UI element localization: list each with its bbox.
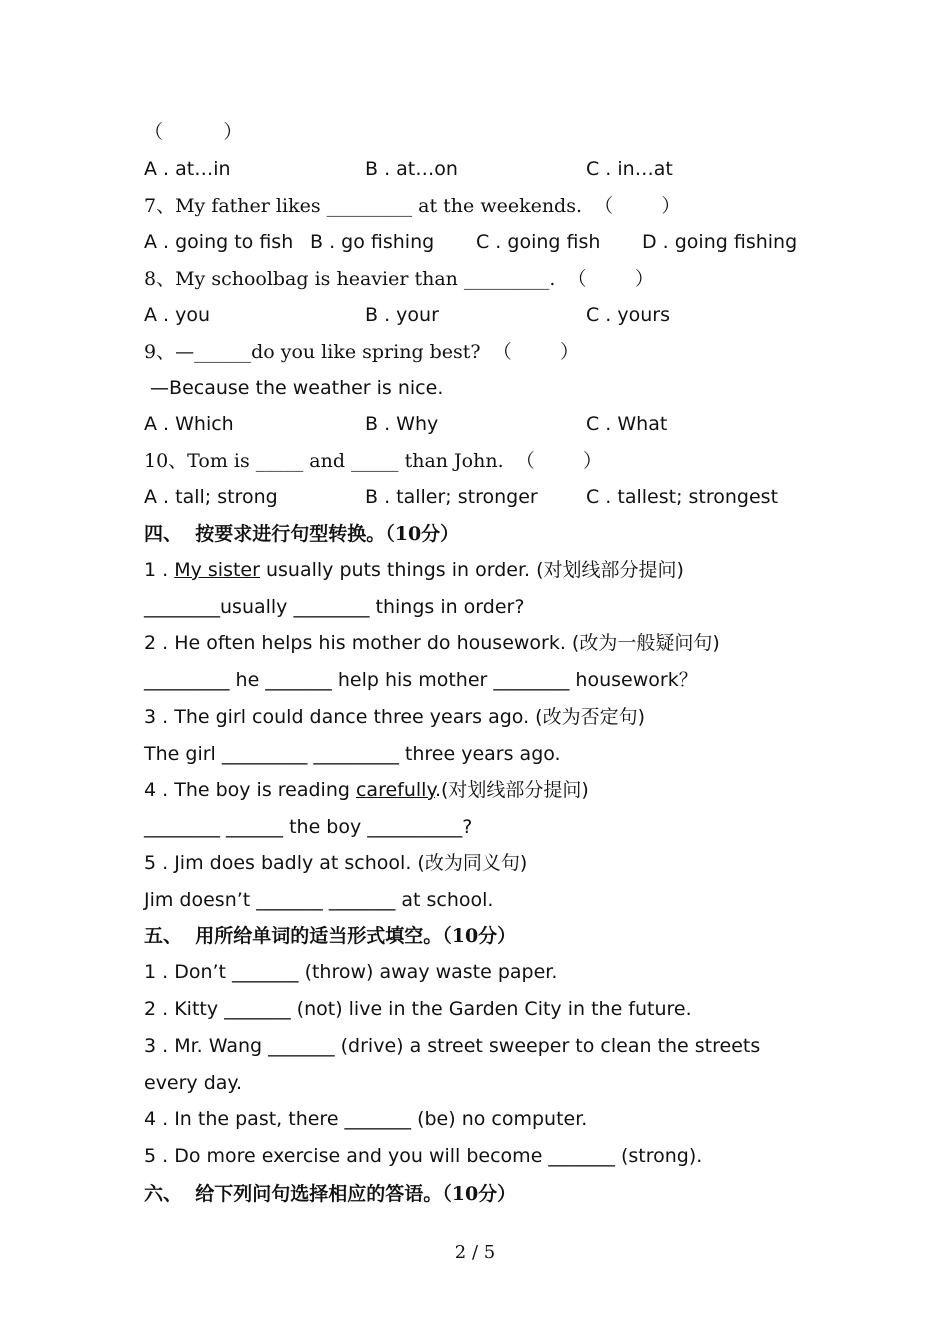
option-a: A . tall; strong	[144, 486, 278, 508]
s4-item-1-suffix: usually puts things in order. (对划线部分提问)	[259, 559, 684, 581]
s4-item-1-prefix: 1 .	[144, 559, 175, 581]
question-9-answer: —Because the weather is nice.	[144, 377, 444, 399]
option-b: B . your	[365, 304, 439, 326]
question-9: 9、—______do you like spring best? （ ）	[144, 341, 580, 363]
s5-item-3-cont: every day.	[144, 1072, 242, 1094]
section-4-heading: 四、 按要求进行句型转换。（10分）	[144, 523, 460, 545]
s4-item-1-underlined: My sister	[174, 559, 260, 581]
s4-item-4-suffix: .(对划线部分提问)	[434, 779, 589, 801]
option-c: C . yours	[586, 304, 671, 326]
s5-item-3: 3 . Mr. Wang _______ (drive) a street sweeper to clean the streets	[144, 1035, 761, 1057]
q10-options	[144, 485, 844, 509]
q9-options	[144, 412, 844, 436]
section-6-heading: 六、 给下列问句选择相应的答语。（10分）	[144, 1183, 517, 1205]
option-c: C . tallest; strongest	[586, 486, 779, 508]
option-c: C . in…at	[586, 158, 673, 180]
option-c: C . What	[586, 413, 668, 435]
option-b: B . go fishing	[310, 231, 435, 253]
s4-item-4-blank: ________ ______ the boy __________?	[144, 816, 473, 838]
s4-item-2-blank: _________ he _______ help his mother ________ housework？	[144, 669, 698, 691]
option-b: B . taller; stronger	[365, 486, 538, 508]
s4-item-1	[144, 558, 684, 582]
option-a: A . Which	[144, 413, 234, 435]
question-7: 7、My father likes _________ at the weekends. （ ）	[144, 195, 681, 217]
s5-item-2: 2 . Kitty _______ (not) live in the Garden City in the future.	[144, 998, 692, 1020]
option-a: A . at…in	[144, 158, 231, 180]
s4-item-2: 2 . He often helps his mother do housework. (改为一般疑问句)	[144, 632, 720, 654]
option-a: A . going to fish	[144, 231, 294, 253]
s4-item-3-blank: The girl _________ _________ three years ago.	[144, 743, 561, 765]
s5-item-4: 4 . In the past, there _______ (be) no computer.	[144, 1108, 588, 1130]
option-b: B . Why	[365, 413, 439, 435]
s4-item-4-underlined: carefully	[355, 779, 435, 801]
option-b: B . at…on	[365, 158, 458, 180]
option-c: C . going fish	[476, 231, 601, 253]
s4-item-3: 3 . The girl could dance three years ago. (改为否定句)	[144, 706, 645, 728]
s4-item-4	[144, 778, 589, 802]
q7-options	[144, 230, 844, 254]
question-8: 8、My schoolbag is heavier than _________. （ ）	[144, 268, 654, 290]
option-d: D . going fishing	[642, 231, 798, 253]
q8-options	[144, 303, 844, 327]
s5-item-5: 5 . Do more exercise and you will become _______ (strong).	[144, 1145, 703, 1167]
s4-item-5: 5 . Jim does badly at school. (改为同义句)	[144, 852, 528, 874]
s5-item-1: 1 . Don’t _______ (throw) away waste paper.	[144, 961, 558, 983]
section-5-heading: 五、 用所给单词的适当形式填空。（10分）	[144, 925, 517, 947]
question-10: 10、Tom is _____ and _____ than John. （ ）	[144, 450, 603, 472]
answer-paren: （ ）	[144, 121, 243, 143]
option-a: A . you	[144, 304, 211, 326]
page-number: 2 / 5	[454, 1242, 496, 1263]
s4-item-5-blank: Jim doesn’t _______ _______ at school.	[144, 889, 494, 911]
q6-options	[144, 157, 844, 181]
s4-item-4-prefix: 4 . The boy is reading	[144, 779, 356, 801]
s4-item-1-blank: ________usually ________ things in order?	[144, 596, 525, 618]
